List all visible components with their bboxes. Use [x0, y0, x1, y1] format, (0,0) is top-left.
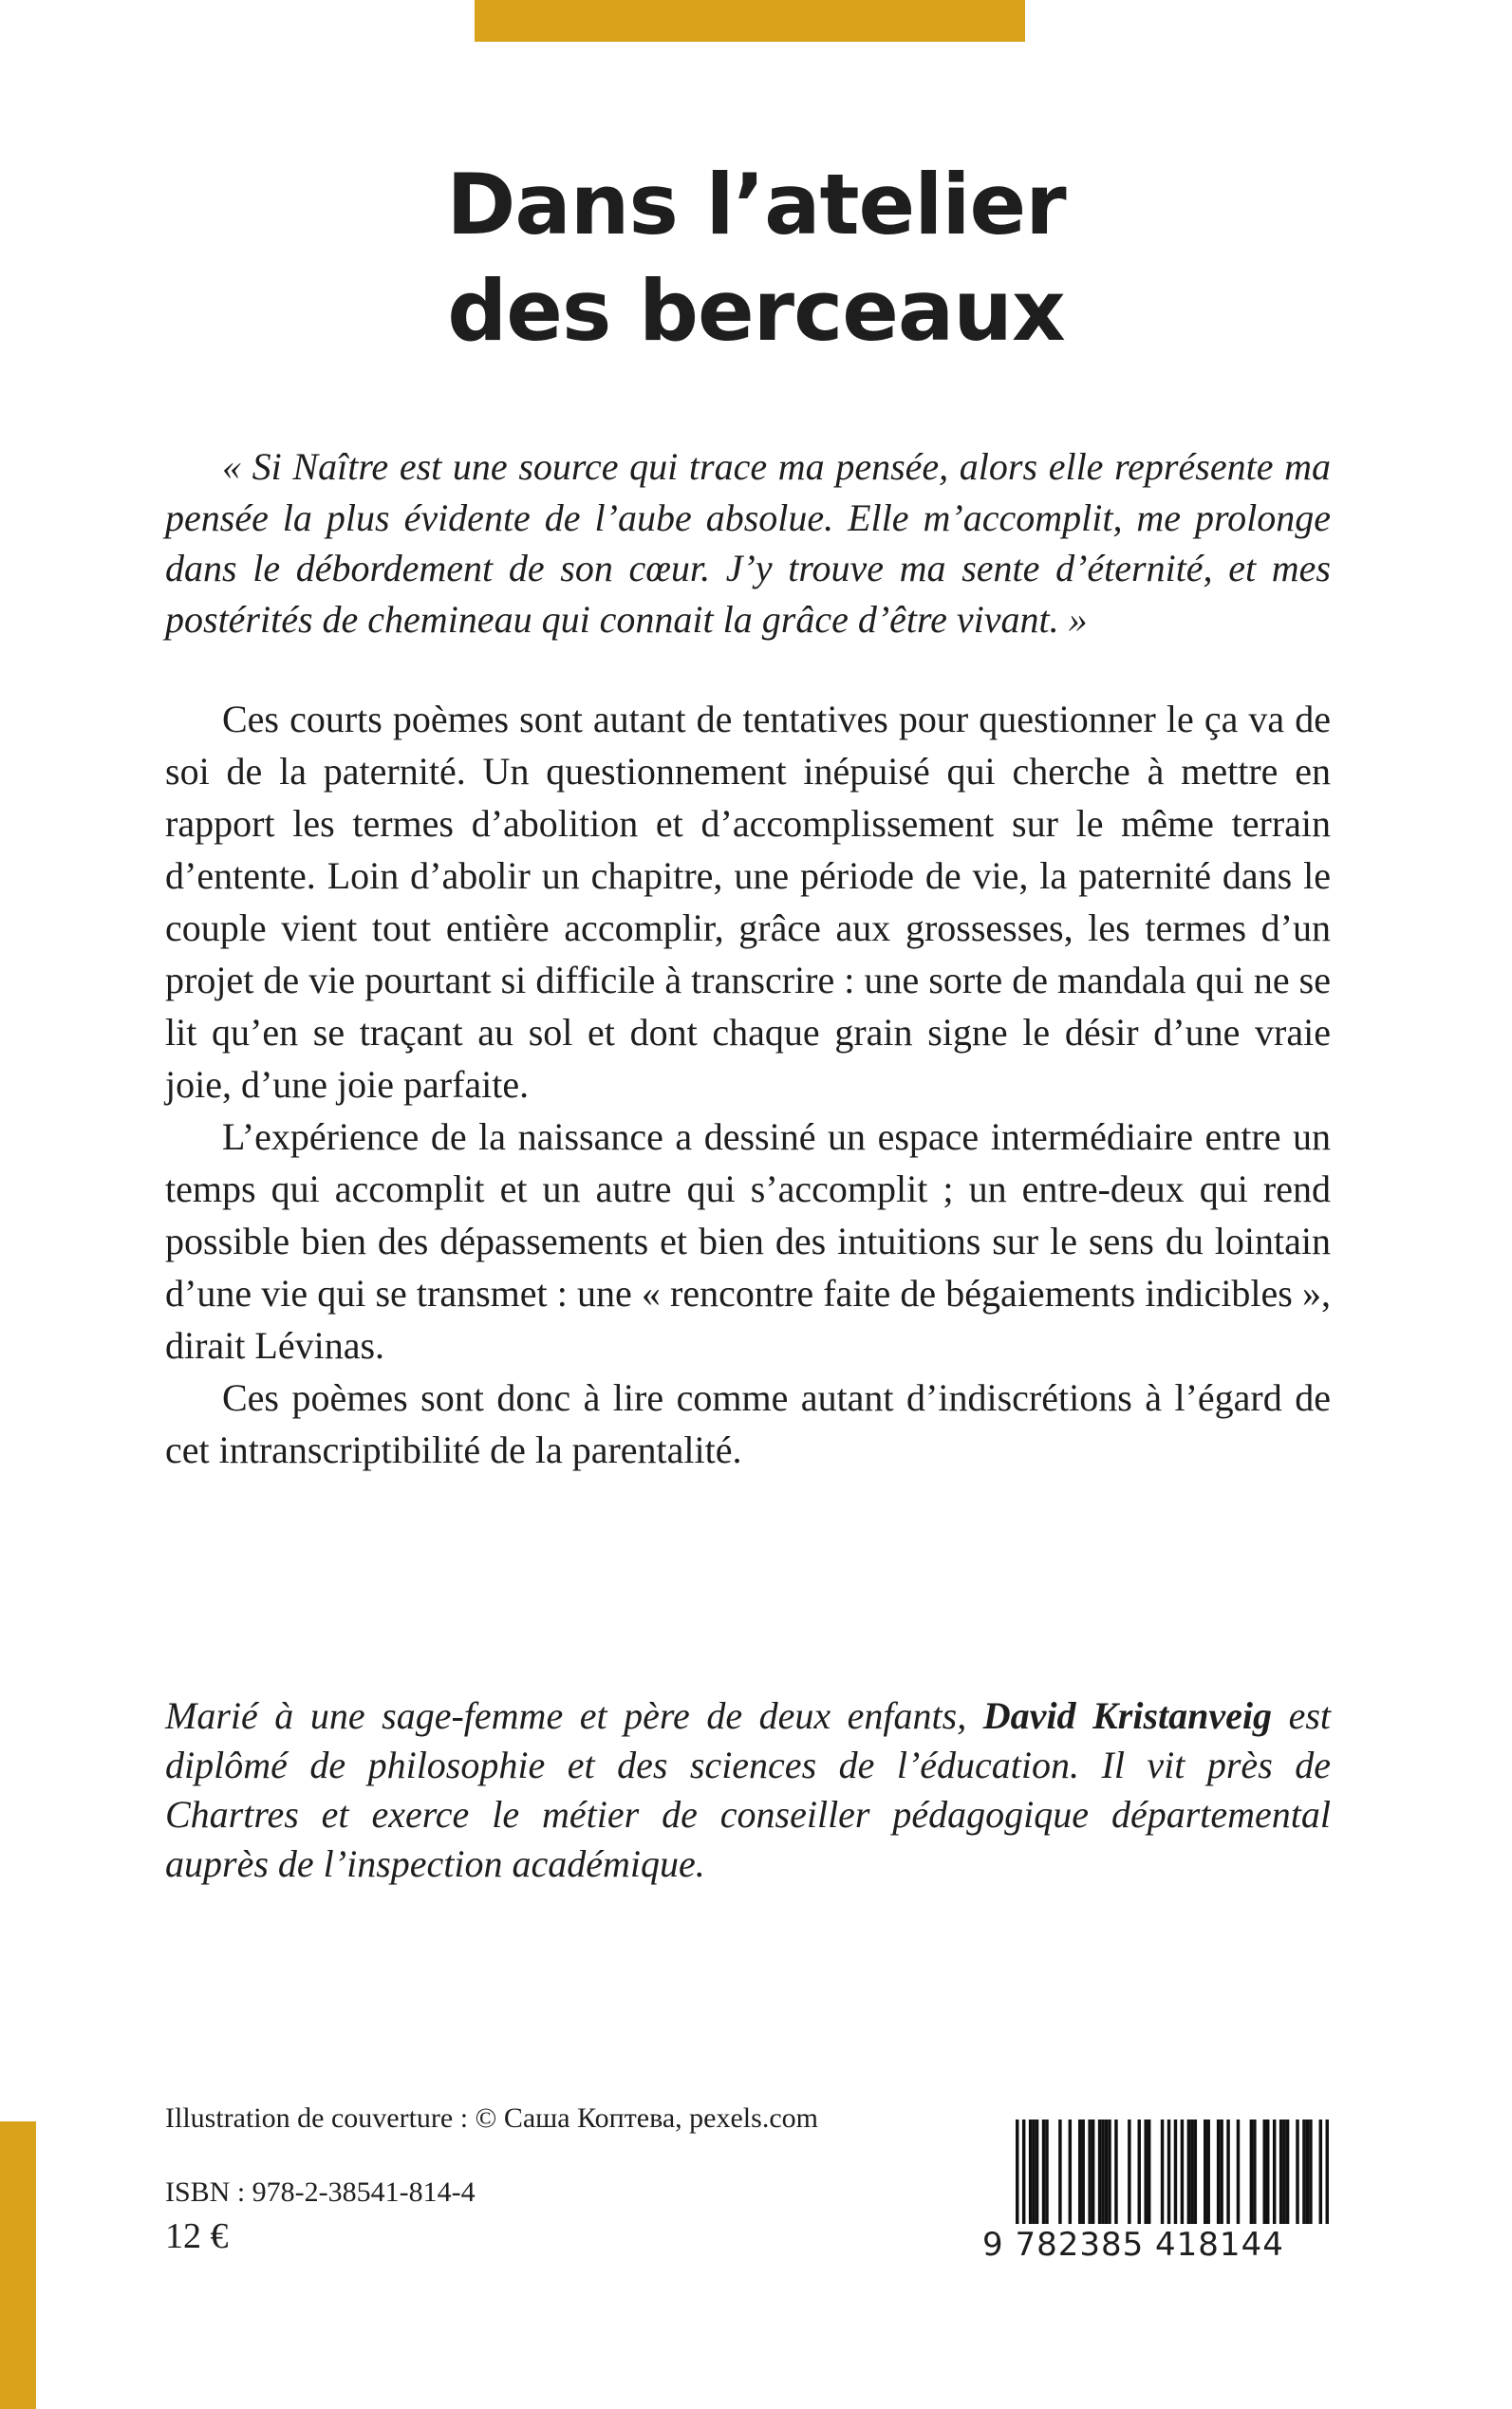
barcode-bar	[1161, 2120, 1164, 2224]
barcode-bar	[1263, 2120, 1266, 2224]
barcode-bar	[1036, 2120, 1038, 2224]
title-line-2: des berceaux	[447, 262, 1065, 360]
top-accent-bar	[475, 0, 1025, 42]
barcode-bar	[1226, 2120, 1229, 2224]
barcode-bar	[1306, 2120, 1309, 2224]
barcode-bar	[1088, 2120, 1091, 2224]
bio-text-before: Marié à une sage-femme et père de deux enfants,	[165, 1694, 983, 1737]
barcode-bar	[1128, 2120, 1130, 2224]
isbn-barcode	[1016, 2120, 1329, 2224]
bio-text-after: est diplômé de philosophie et des sciences de l’éducation. Il vit près de Chartres et exerce le métier de conseiller pédagogique départemental auprès de l’inspection académique.	[165, 1694, 1332, 1885]
barcode-bar	[1296, 2120, 1298, 2224]
blurb-paragraph-1: Ces courts poèmes sont autant de tentatives pour questionner le ça va de soi de la paternité. Un questionnement inépuisé qui cherche à mettre en rapport les termes d’abolition et d’accomplissement sur le même terrain d’entente. Loin d’abolir un chapitre, une période de vie, la paternité dans le couple vient tout entière accomplir, grâce aux grossesses, les termes d’un projet de vie pourtant si difficile à transcrire : une sorte de mandala qui ne se lit qu’en se traçant au sol et dont chaque grain signe le désir d’une vraie joie, d’une joie parfaite.	[165, 698, 1331, 1106]
barcode-digits: 9 782385 418144	[982, 2226, 1284, 2264]
barcode-bar	[1101, 2120, 1104, 2224]
barcode-bar	[1114, 2120, 1117, 2224]
barcode-bar	[1206, 2120, 1209, 2224]
barcode-bar	[1319, 2120, 1322, 2224]
barcode-bar	[1309, 2120, 1312, 2224]
barcode-bar	[1282, 2120, 1285, 2224]
barcode-bar	[1286, 2120, 1289, 2224]
barcode-bar	[1098, 2120, 1101, 2224]
barcode-bar	[1266, 2120, 1269, 2224]
barcode-bar	[1022, 2120, 1025, 2224]
barcode-bar	[1187, 2120, 1190, 2224]
barcode-bar	[1279, 2120, 1282, 2224]
barcode-bar	[1326, 2120, 1329, 2224]
barcode-bar	[1174, 2120, 1177, 2224]
barcode-bar	[1167, 2120, 1170, 2224]
barcode-bar	[1081, 2120, 1084, 2224]
barcode-bar	[1108, 2120, 1111, 2224]
barcode-bar	[1042, 2120, 1045, 2224]
blurb-paragraph-2: L’expérience de la naissance a dessiné un espace intermédiaire entre un temps qui accomplit et un autre qui s’accomplit ; un entre-deux qui rend possible bien des dépassements et bien des intuitions sur le sens du lointain d’une vie qui se transmet : une « rencontre faite de bégaiements indicibles », dirait Lévinas.	[165, 1115, 1331, 1367]
barcode-bar	[1190, 2120, 1193, 2224]
isbn-number: ISBN : 978-2-38541-814-4	[165, 2176, 476, 2208]
author-name: David Kristanveig	[982, 1694, 1273, 1737]
barcode-bar	[1194, 2120, 1197, 2224]
barcode-bar	[1237, 2120, 1240, 2224]
barcode-bar	[1069, 2120, 1072, 2224]
barcode-bar	[1220, 2120, 1223, 2224]
barcode-bar	[1016, 2120, 1018, 2224]
barcode-bar	[1273, 2120, 1276, 2224]
barcode-bar	[1058, 2120, 1061, 2224]
epigraph-quote: « Si Naître est une source qui trace ma pensée, alors elle représente ma pensée la plus évidente de l’aube absolue. Elle m’accomplit, me prolonge dans le débordement de son cœur. J’y trouve ma sente d’éternité, et mes postérités de chemineau qui connait la grâce d’être vivant. »	[165, 445, 1331, 641]
barcode-bar	[1253, 2120, 1256, 2224]
barcode-bar	[1148, 2120, 1150, 2224]
barcode-bar	[1029, 2120, 1032, 2224]
blurb-paragraph-3: Ces poèmes sont donc à lire comme autant d’indiscrétions à l’égard de cet intranscriptibilité de la parentalité.	[165, 1376, 1331, 1471]
barcode-bar	[1144, 2120, 1147, 2224]
barcode-bar	[1250, 2120, 1253, 2224]
barcode-bar	[1138, 2120, 1141, 2224]
author-bio	[165, 1691, 1331, 1889]
barcode-bar	[1032, 2120, 1035, 2224]
title-line-1: Dans l’atelier	[446, 156, 1066, 253]
barcode-bar	[1302, 2120, 1305, 2224]
price-label: 12 €	[165, 2216, 229, 2256]
barcode-bar	[1181, 2120, 1184, 2224]
blurb-body	[165, 693, 1331, 1476]
barcode-bar	[1105, 2120, 1108, 2224]
book-title	[0, 152, 1512, 364]
barcode-bar	[1217, 2120, 1220, 2224]
cover-illustration-credit: Illustration de couverture : © Саша Коптева, pexels.com	[165, 2102, 818, 2134]
barcode-bar	[1045, 2120, 1048, 2224]
side-accent-bar	[0, 2121, 36, 2409]
barcode-bar	[1204, 2120, 1206, 2224]
barcode-bar	[1078, 2120, 1081, 2224]
barcode-bar	[1092, 2120, 1094, 2224]
